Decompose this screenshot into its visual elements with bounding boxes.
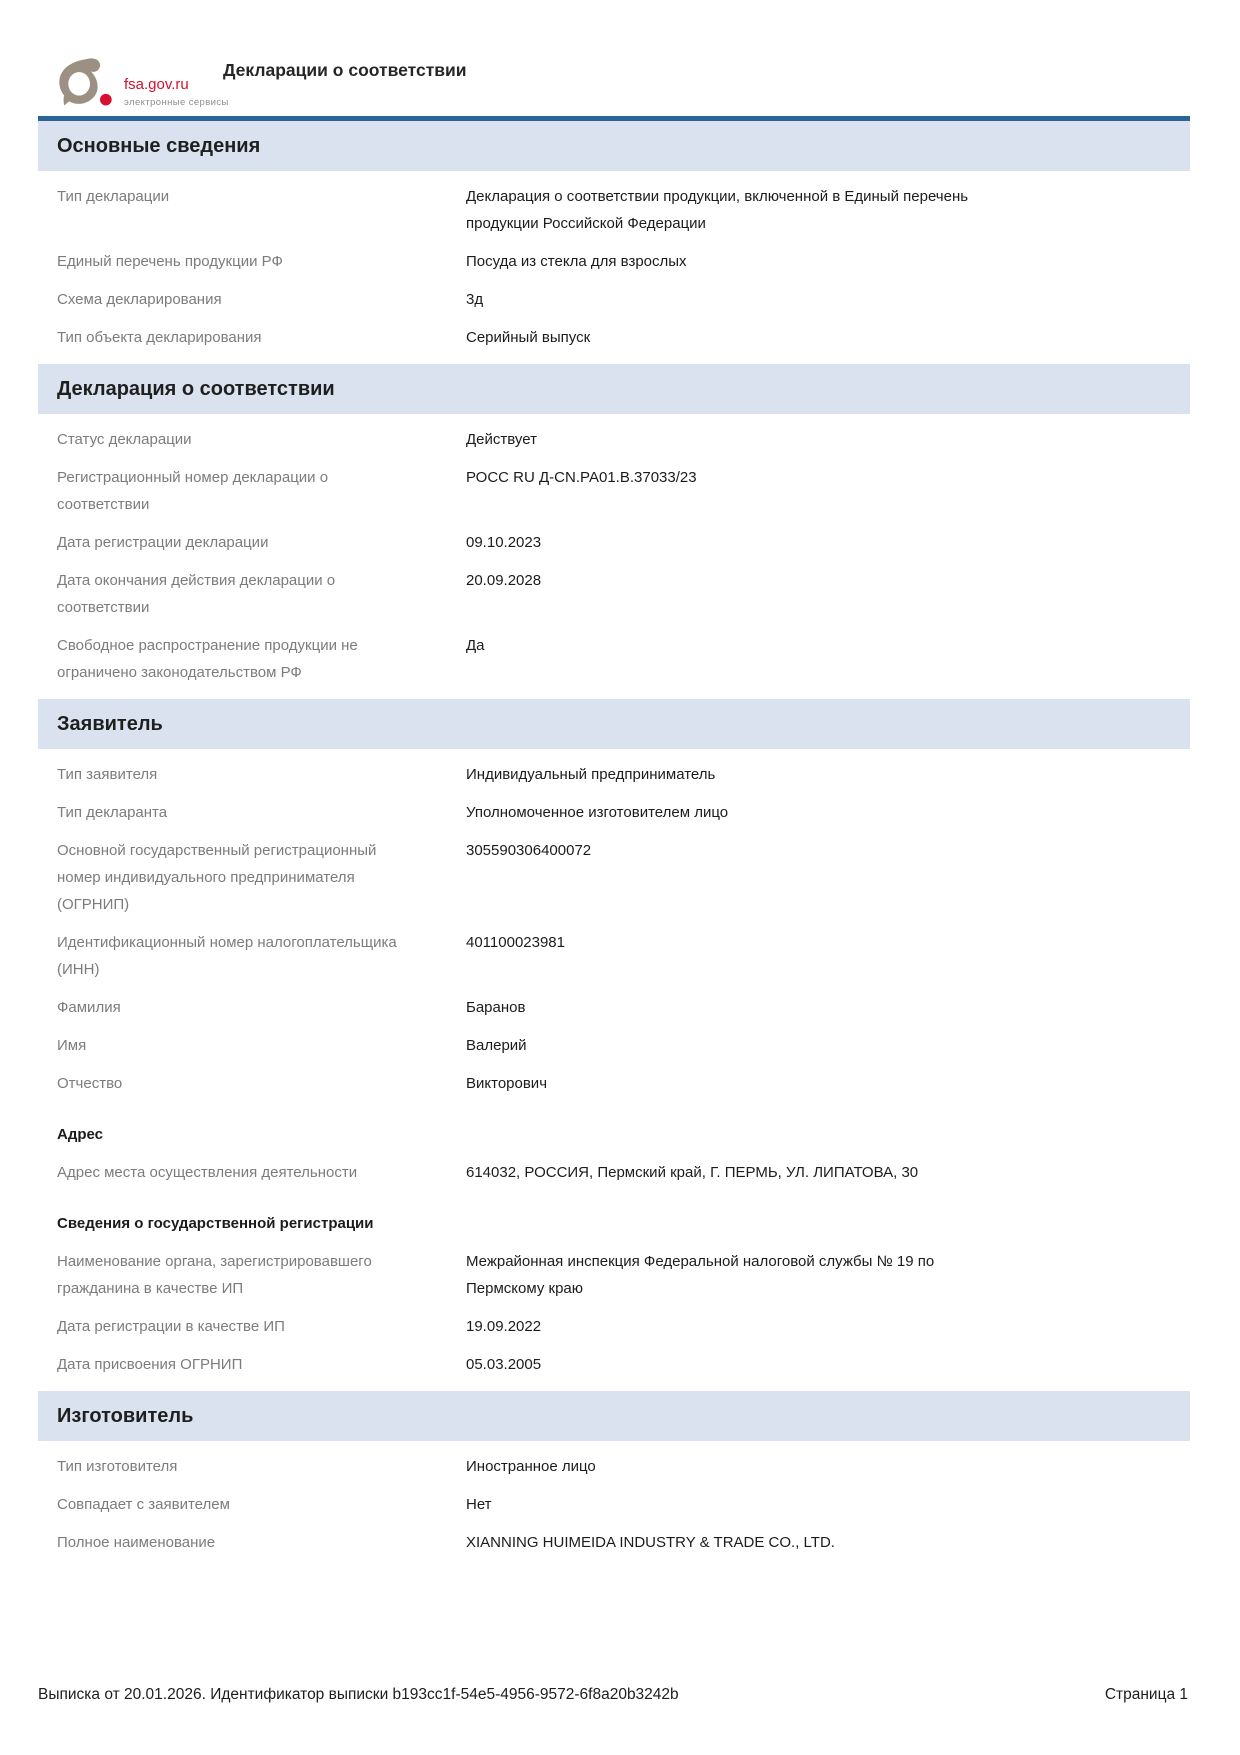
fsa-logo-glyph-icon (57, 58, 113, 108)
section-header-applicant: Заявитель (38, 699, 1190, 749)
row-matches-applicant (38, 1491, 1190, 1518)
matches-applicant-value: Нет (466, 1496, 492, 1513)
row-ogrnip-assignment-date (38, 1351, 1190, 1378)
row-declarant-type (38, 799, 1190, 826)
subsection-heading-address: Адрес (57, 1126, 104, 1143)
row-ogrnip (38, 837, 1190, 918)
section-header-manufacturer: Изготовитель (38, 1391, 1190, 1441)
registration-number-label: Регистрационный номер декларации о соответствии (57, 469, 329, 513)
unified-product-list-label: Единый перечень продукции РФ (57, 253, 283, 270)
applicant-type-label: Тип заявителя (57, 766, 158, 783)
inn-label: Идентификационный номер налогоплательщика (ИНН) (57, 934, 397, 978)
row-middle-name (38, 1070, 1190, 1097)
last-name-value: Баранов (466, 999, 526, 1016)
extract-info: Выписка от 20.01.2026. Идентификатор выписки b193cc1f-54e5-4956-9572-6f8a20b3242b (38, 1686, 679, 1703)
row-ip-registration-date (38, 1313, 1190, 1340)
manufacturer-full-name-label: Полное наименование (57, 1534, 216, 1551)
activity-address-label: Адрес места осуществления деятельности (57, 1164, 358, 1181)
row-registration-date (38, 529, 1190, 556)
middle-name-value: Викторович (466, 1075, 548, 1092)
fsa-brand: fsa.gov.ru (124, 76, 189, 93)
row-expiration-date (38, 567, 1190, 621)
declarant-type-value: Уполномоченное изготовителем лицо (466, 804, 729, 821)
subsection-heading-state-registration: Сведения о государственной регистрации (57, 1215, 374, 1232)
row-registration-number (38, 464, 1190, 518)
first-name-value: Валерий (466, 1037, 527, 1054)
declaration-scheme-label: Схема декларирования (57, 291, 222, 308)
manufacturer-type-label: Тип изготовителя (57, 1458, 178, 1475)
row-manufacturer-full-name (38, 1529, 1190, 1556)
document-page (38, 0, 1190, 1556)
declaration-scheme-value: 3д (466, 291, 484, 308)
first-name-label: Имя (57, 1037, 87, 1054)
fsa-tagline: электронные сервисы (124, 97, 229, 108)
free-distribution-label: Свободное распространение продукции не ограничено законодательством РФ (57, 637, 358, 681)
ogrnip-assignment-date-value: 05.03.2005 (466, 1356, 542, 1373)
page-number: Страница 1 (1104, 1686, 1188, 1703)
manufacturer-type-value: Иностранное лицо (466, 1458, 596, 1475)
expiration-date-label: Дата окончания действия декларации о соответствии (57, 572, 336, 616)
declarant-type-label: Тип декларанта (57, 804, 168, 821)
document-footer (38, 1686, 1188, 1704)
row-declaration-object-type (38, 324, 1190, 351)
ogrnip-assignment-date-label: Дата присвоения ОГРНИП (57, 1356, 243, 1373)
middle-name-label: Отчество (57, 1075, 123, 1092)
registration-date-value: 09.10.2023 (466, 534, 542, 551)
row-activity-address (38, 1159, 1190, 1186)
registering-authority-label: Наименование органа, зарегистрировавшего гражданина в качестве ИП (57, 1253, 372, 1297)
row-inn (38, 929, 1190, 983)
declaration-object-type-label: Тип объекта декларирования (57, 329, 262, 346)
ip-registration-date-value: 19.09.2022 (466, 1318, 542, 1335)
section-header-declaration: Декларация о соответствии (38, 364, 1190, 414)
row-declaration-status (38, 426, 1190, 453)
ogrnip-label: Основной государственный регистрационный номер индивидуального предпринимателя (ОГРНИП) (57, 842, 377, 913)
fsa-logo (57, 58, 229, 108)
row-unified-product-list (38, 248, 1190, 275)
row-first-name (38, 1032, 1190, 1059)
manufacturer-full-name-value: XIANNING HUIMEIDA INDUSTRY & TRADE CO., LTD. (466, 1534, 835, 1551)
declaration-status-value: Действует (466, 431, 537, 448)
expiration-date-value: 20.09.2028 (466, 572, 542, 589)
ogrnip-value: 305590306400072 (466, 842, 592, 859)
registering-authority-value: Межрайонная инспекция Федеральной налоговой службы № 19 по Пермскому краю (466, 1253, 935, 1297)
fsa-logo-text (124, 76, 229, 108)
unified-product-list-value: Посуда из стекла для взрослых (466, 253, 687, 270)
row-applicant-type (38, 761, 1190, 788)
declaration-object-type-value: Серийный выпуск (466, 329, 591, 346)
row-last-name (38, 994, 1190, 1021)
registration-number-value: РОСС RU Д-CN.РА01.В.37033/23 (466, 469, 697, 486)
inn-value: 401100023981 (466, 934, 565, 951)
row-free-distribution (38, 632, 1190, 686)
registration-date-label: Дата регистрации декларации (57, 534, 269, 551)
declaration-type-value: Декларация о соответствии продукции, включенной в Единый перечень продукции Российской Федерации (466, 188, 969, 232)
section-header-basic-info: Основные сведения (38, 116, 1190, 171)
row-declaration-scheme (38, 286, 1190, 313)
row-manufacturer-type (38, 1453, 1190, 1480)
row-registering-authority (38, 1248, 1190, 1302)
row-declaration-type (38, 183, 1190, 237)
fsa-logo-dot-icon (100, 94, 112, 106)
last-name-label: Фамилия (57, 999, 121, 1016)
applicant-type-value: Индивидуальный предприниматель (466, 766, 716, 783)
matches-applicant-label: Совпадает с заявителем (57, 1496, 230, 1513)
declaration-status-label: Статус декларации (57, 431, 192, 448)
free-distribution-value: Да (466, 637, 485, 654)
ip-registration-date-label: Дата регистрации в качестве ИП (57, 1318, 285, 1335)
activity-address-value: 614032, РОССИЯ, Пермский край, Г. ПЕРМЬ, УЛ. ЛИПАТОВА, 30 (466, 1164, 919, 1181)
declaration-type-label: Тип декларации (57, 188, 170, 205)
page-title: Декларации о соответствии (223, 60, 467, 80)
document-header (38, 46, 1190, 116)
